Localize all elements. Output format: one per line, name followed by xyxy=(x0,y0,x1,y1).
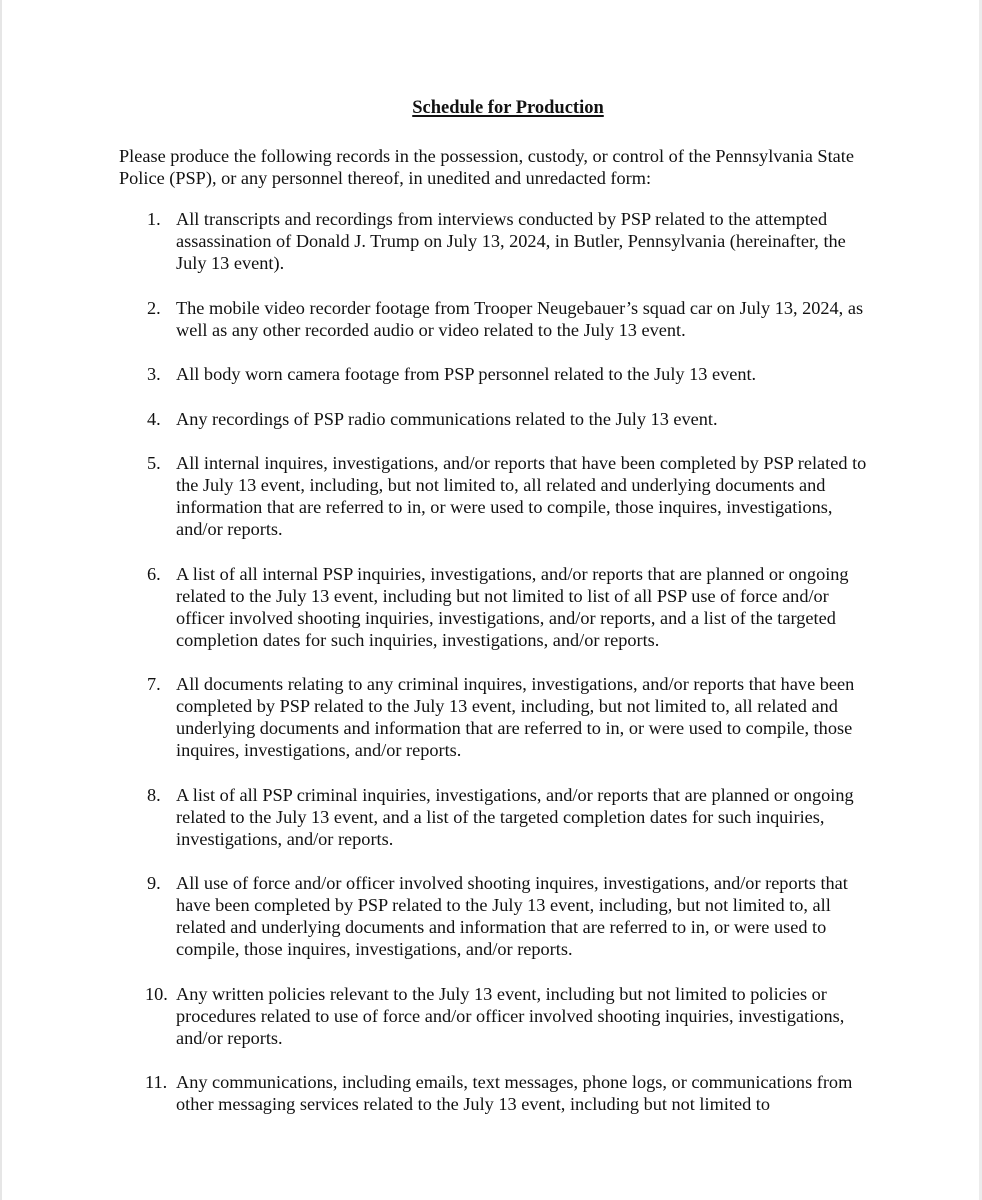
item-number: 5. xyxy=(147,453,161,473)
item-number: 9. xyxy=(147,873,161,893)
item-text: All internal inquires, investigations, and/or reports that have been completed by PSP related to the July 13 event, including, but not limited to, all related and underlying documents and information that are referred to in, or were used to compile, those inquires, investigations, and/or reports. xyxy=(176,453,867,539)
request-item-2 xyxy=(119,297,879,341)
production-request-list xyxy=(119,208,879,1138)
request-item-5 xyxy=(119,452,879,540)
item-number: 10. xyxy=(145,983,168,1004)
item-text: All body worn camera footage from PSP personnel related to the July 13 event. xyxy=(176,364,757,384)
item-text: All documents relating to any criminal inquires, investigations, and/or reports that have been completed by PSP related to the July 13 event, including, but not limited to, all related and underlying documents and information that are referred to in, or were used to compile, those inquires, investigations, and/or reports. xyxy=(176,674,855,760)
request-item-9 xyxy=(119,872,879,960)
item-text: A list of all internal PSP inquiries, investigations, and/or reports that are planned or ongoing related to the July 13 event, including but not limited to list of all PSP use of force and/or officer involved shooting inquiries, investigations, and/or reports, and a list of the targeted completion dates for such inquiries, investigations, and/or reports. xyxy=(176,563,849,650)
item-text: Any communications, including emails, text messages, phone logs, or communications from other messaging services related to the July 13 event, including but not limited to xyxy=(176,1072,853,1114)
request-item-7 xyxy=(119,673,879,761)
item-text: All transcripts and recordings from interviews conducted by PSP related to the attempted assassination of Donald J. Trump on July 13, 2024, in Butler, Pennsylvania (hereinafter, the July 13 event). xyxy=(176,209,846,273)
item-text: Any written policies relevant to the July 13 event, including but not limited to policies or procedures related to use of force and/or officer involved shooting inquiries, investigations, and/or reports. xyxy=(176,983,845,1048)
item-number: 7. xyxy=(147,674,161,694)
request-item-4 xyxy=(119,408,879,430)
item-number: 6. xyxy=(147,563,161,584)
item-text: A list of all PSP criminal inquiries, investigations, and/or reports that are planned or ongoing related to the July 13 event, and a list of the targeted completion dates for such inquiries, investigations, and/or reports. xyxy=(176,784,854,849)
request-item-11 xyxy=(119,1071,879,1115)
request-item-10 xyxy=(119,983,879,1049)
item-number: 8. xyxy=(147,784,161,805)
document-title: Schedule for Production xyxy=(412,98,604,118)
item-number: 11. xyxy=(145,1072,168,1092)
item-text: All use of force and/or officer involved shooting inquires, investigations, and/or reports that have been completed by PSP related to the July 13 event, including, but not limited to, all related and underlying documents and information that are referred to in, or were used to compile, those inquires, investigations, and/or reports. xyxy=(176,873,848,959)
item-text: The mobile video recorder footage from Trooper Neugebauer’s squad car on July 13, 2024, as well as any other recorded audio or video related to the July 13 event. xyxy=(176,297,864,340)
request-item-1 xyxy=(119,208,879,274)
request-item-3 xyxy=(119,363,879,385)
item-text: Any recordings of PSP radio communications related to the July 13 event. xyxy=(176,408,718,429)
item-number: 4. xyxy=(147,408,161,429)
item-number: 3. xyxy=(147,364,161,384)
item-number: 1. xyxy=(147,209,161,229)
intro-paragraph: Please produce the following records in the possession, custody, or control of the Pennsylvania State Police (PSP), or any personnel thereof, in unedited and unredacted form: xyxy=(119,146,854,188)
request-item-8 xyxy=(119,784,879,850)
item-number: 2. xyxy=(147,297,161,318)
request-item-6 xyxy=(119,563,879,651)
